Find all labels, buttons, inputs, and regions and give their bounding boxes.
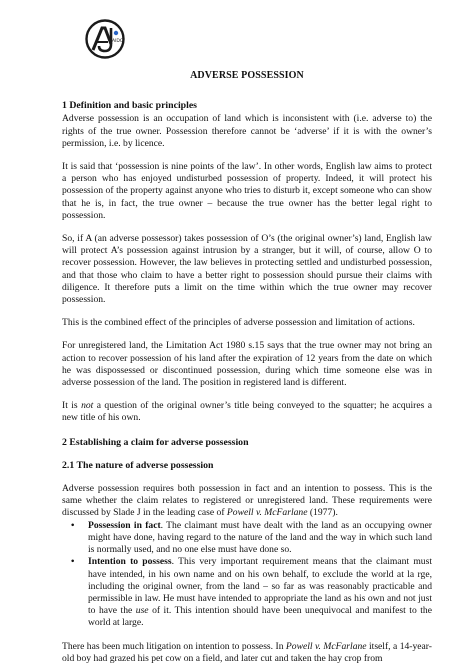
section-1-heading: 1 Definition and basic principles <box>62 100 197 112</box>
bullet-icon: • <box>71 556 75 568</box>
list-item-lead: Intention to possess <box>88 556 172 568</box>
case-name: Powell v. McFarlane <box>285 640 367 652</box>
section-1-paragraph-6: It is not a question of the original owner’s title being conveyed to the squatter; he acquires a new title of his own. <box>62 400 432 424</box>
document-title: ADVERSE POSSESSION <box>190 70 304 81</box>
section-1-paragraph-2: It is said that ‘possession is nine points of the law’. In other words, English law aims to protect a person who has enjoyed undisturbed possession of property. Indeed, it will protect his possession of the property against anyone who tries to disturb it, except someone who can show that he is, in fact, the true owner – because the true owner has the better legal right to possession. <box>62 161 432 221</box>
svg-text:AIDO: AIDO <box>112 39 124 44</box>
section-2-heading: 2 Establishing a claim for adverse possession <box>62 436 249 448</box>
bullet-icon: • <box>71 519 75 531</box>
document-body <box>62 70 432 665</box>
section-2-paragraph-1: Adverse possession requires both possession in fact and an intention to possess. This is the same whether the claim relates to registered or unregistered land. These requirements were discussed by Slade J in the leading case of Powell v. McFarlane (1977). <box>62 483 432 519</box>
list-item-lead: Possession in fact <box>88 519 161 531</box>
list-item: • Intention to possess. This very important requirement means that the claimant must have intended, in his own name and on his own behalf, to exclude the world at la rge, including the original owner, from the land – so far as was reasonably practicable and permissible in law. He must have intended to appropriate the land as his own and not just to have the use of it. This intention should have been unequivocal and manifest to the world at large. <box>71 556 432 629</box>
section-2-1-heading: 2.1 The nature of adverse possession <box>62 459 214 471</box>
section-1-paragraph-3: So, if A (an adverse possessor) takes possession of O’s (the original owner’s) land, English law will protect A’s possession against intrusion by a stranger, but it will, of course, allow O to recover possession. However, the law believes in protecting settled and undisturbed possession, and that those who claim to have a better right to possession should pursue their claims with diligence. It therefore puts a limit on the time within which the true owner may recover possession. <box>62 233 432 306</box>
section-1-paragraph-5: For unregistered land, the Limitation Act 1980 s.15 says that the true owner may not bring an action to recover possession of his land after the expiration of 12 years from the date on which he was dispossessed or discontinued possession, during which time someone else was in adverse possession of the land. The position in registered land is different. <box>62 340 432 389</box>
emphasis-not: not <box>81 400 94 412</box>
section-1-paragraph-1: Adverse possession is an occupation of land which is inconsistent with (i.e. adverse to) the rights of the true owner. Possession therefore cannot be ‘adverse’ if it is with the owner’s permission, i.e. by licence. <box>62 113 432 149</box>
aido-logo <box>84 18 126 60</box>
list-item: • Possession in fact. The claimant must have dealt with the land as an occupying owner might have done, having regard to the nature of the land and the way in which such land is normally used, and no one else must have done so. <box>71 519 432 556</box>
section-2-paragraph-2: There has been much litigation on intention to possess. In Powell v. McFarlane itself, a 14-year-old boy had grazed his pet cow on a field, and later cut and taken the hay crop from <box>62 640 432 664</box>
emphasis-use: use <box>135 605 149 617</box>
section-1-paragraph-4: This is the combined effect of the principles of adverse possession and limitation of actions. <box>62 317 415 329</box>
case-name: Powell v. McFarlane <box>226 507 308 519</box>
requirements-list <box>62 520 432 630</box>
